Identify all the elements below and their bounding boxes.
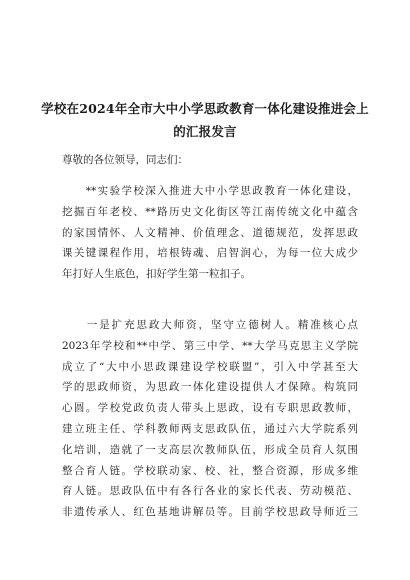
paragraph-line: 挖掘百年老校、**路历史文化街区等江南传统文化中蕴含 bbox=[62, 205, 358, 218]
paragraph-line: 化培训，造就了一支高层次教师队伍，形成全员育人氛围 bbox=[62, 443, 358, 456]
paragraph-line: 2023年学校和**中学、第三中学、**大学马克思主义学院 bbox=[62, 339, 358, 352]
paragraph-line: 非遗传承人、红色基地讲解员等。目前学校思政导师近三 bbox=[62, 506, 358, 519]
document-title-line-1: 学校在2024年全市大中小学思政教育一体化建设推进会上 bbox=[41, 101, 369, 116]
paragraph-line: 的家国情怀、人文精神、价值理念、道德规范，发挥思政 bbox=[62, 226, 358, 239]
paragraph-line: 整合育人链。学校联动家、校、社，整合资源，形成多维 bbox=[62, 464, 358, 477]
paragraph-line: 一是扩充思政大师资，坚守立德树人。精准核心点 bbox=[62, 319, 358, 331]
paragraph-2 bbox=[62, 315, 358, 523]
paragraph-line: 建立班主任、学科教师两支思政队伍，通过六大学院系列 bbox=[62, 422, 358, 435]
document-title-line-2: 的汇报发言 bbox=[173, 124, 237, 139]
paragraph-line: 学的思政师资，为思政一体化建设提供人才保障。构筑同 bbox=[62, 381, 358, 394]
paragraph-line: 心圆。学校党政负责人带头上思政，设有专职思政教师， bbox=[62, 402, 358, 415]
paragraph-line: **实验学校深入推进大中小学思政教育一体化建设， bbox=[62, 185, 358, 197]
paragraph-line: 课关键课程作用，培根铸魂、启智润心，为每一位大成少 bbox=[62, 247, 358, 260]
paragraph-line: 成立了“大中小思政课建设学校联盟”，引入中学甚至大 bbox=[62, 360, 358, 373]
paragraph-line: 年打好人生底色，扣好学生第一粒扣子。 bbox=[62, 268, 251, 281]
paragraph-1 bbox=[62, 181, 358, 285]
salutation: 尊敬的各位领导，同志们： bbox=[62, 154, 188, 166]
paragraph-line: 育人链。思政队伍中有各行各业的家长代表、劳动模范、 bbox=[62, 485, 358, 498]
